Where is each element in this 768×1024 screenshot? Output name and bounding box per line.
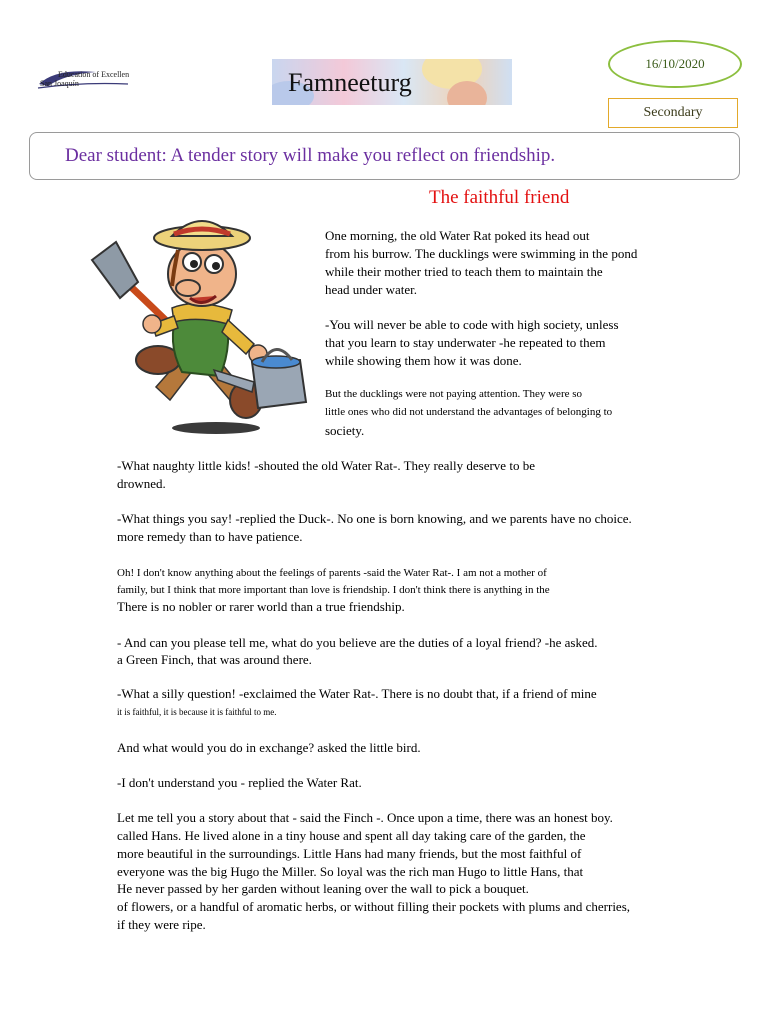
text-line: more beautiful in the surroundings. Little Hans had many friends, but the most faithful of (117, 846, 582, 861)
intro-box (29, 132, 740, 180)
banner-decoration (447, 81, 487, 105)
level-badge (608, 98, 738, 128)
text-line: -You will never be able to code with high society, unless (325, 317, 619, 332)
text-line: There is no nobler or rarer world than a true friendship. (117, 599, 405, 614)
text-line: -I don't understand you - replied the Water Rat. (117, 775, 362, 790)
text-line: little ones who did not understand the advantages of belonging to (325, 406, 613, 418)
text-line: if they were ripe. (117, 917, 206, 932)
text-line: head under water. (325, 282, 418, 297)
text-line: drowned. (117, 476, 166, 491)
date-badge (608, 40, 742, 88)
text-line: Let me tell you a story about that - said the Finch -. Once upon a time, there was an honest boy. (117, 810, 613, 825)
text-line: while their mother tried to teach them to maintain the (325, 264, 603, 279)
text-line: But the ducklings were not paying attention. They were so (325, 388, 583, 400)
text-line: And what would you do in exchange? asked the little bird. (117, 740, 421, 755)
story-title: The faithful friend (429, 187, 570, 208)
text-line: that you learn to stay underwater -he repeated to them (325, 335, 606, 350)
level-text: Secondary (643, 105, 703, 120)
text-line: One morning, the old Water Rat poked its head out (325, 228, 590, 243)
logo-line-1: Education of Excellen (58, 70, 130, 79)
text-line: more remedy than to have patience. (117, 529, 303, 544)
date-text: 16/10/2020 (645, 56, 705, 71)
title-banner (272, 59, 512, 105)
text-line: it is faithful, it is because it is faithful to me. (117, 707, 277, 717)
text-line: - And can you please tell me, what do you believe are the duties of a loyal friend? -he asked. (117, 635, 598, 650)
text-line: Oh! I don't know anything about the feelings of parents -said the Water Rat-. I am not a mother of (117, 567, 547, 579)
text-line: -What naughty little kids! -shouted the old Water Rat-. They really deserve to be (117, 458, 535, 473)
intro-text: Dear student: A tender story will make you reflect on friendship. (65, 145, 556, 166)
text-line: He never passed by her garden without leaning over the wall to pick a bouquet. (117, 881, 529, 896)
text-line: everyone was the big Hugo the Miller. So loyal was the rich man Hugo to little Hans, that (117, 864, 584, 879)
text-line: called Hans. He lived alone in a tiny house and spent all day taking care of the garden, the (117, 828, 586, 843)
text-line: family, but I think that more important than love is friendship. I don't think there is anything in the (117, 584, 550, 596)
text-line: from his burrow. The ducklings were swimming in the pond (325, 246, 638, 261)
gardener-illustration (86, 212, 318, 440)
text-line: a Green Finch, that was around there. (117, 652, 312, 667)
gardener-icon (86, 212, 318, 440)
text-line: of flowers, or a handful of aromatic herbs, or without filling their pockets with plums and cherries, (117, 899, 631, 914)
text-line: -What things you say! -replied the Duck-. No one is born knowing, and we parents have no choice. (117, 511, 632, 526)
school-logo (36, 62, 130, 92)
text-line: while showing them how it was done. (325, 353, 522, 368)
text-line: society. (325, 423, 365, 438)
logo-line-2: San Joaquín (40, 79, 79, 88)
text-line: -What a silly question! -exclaimed the Water Rat-. There is no doubt that, if a friend of mine (117, 686, 597, 701)
banner-title: Famneeturg (288, 68, 412, 97)
